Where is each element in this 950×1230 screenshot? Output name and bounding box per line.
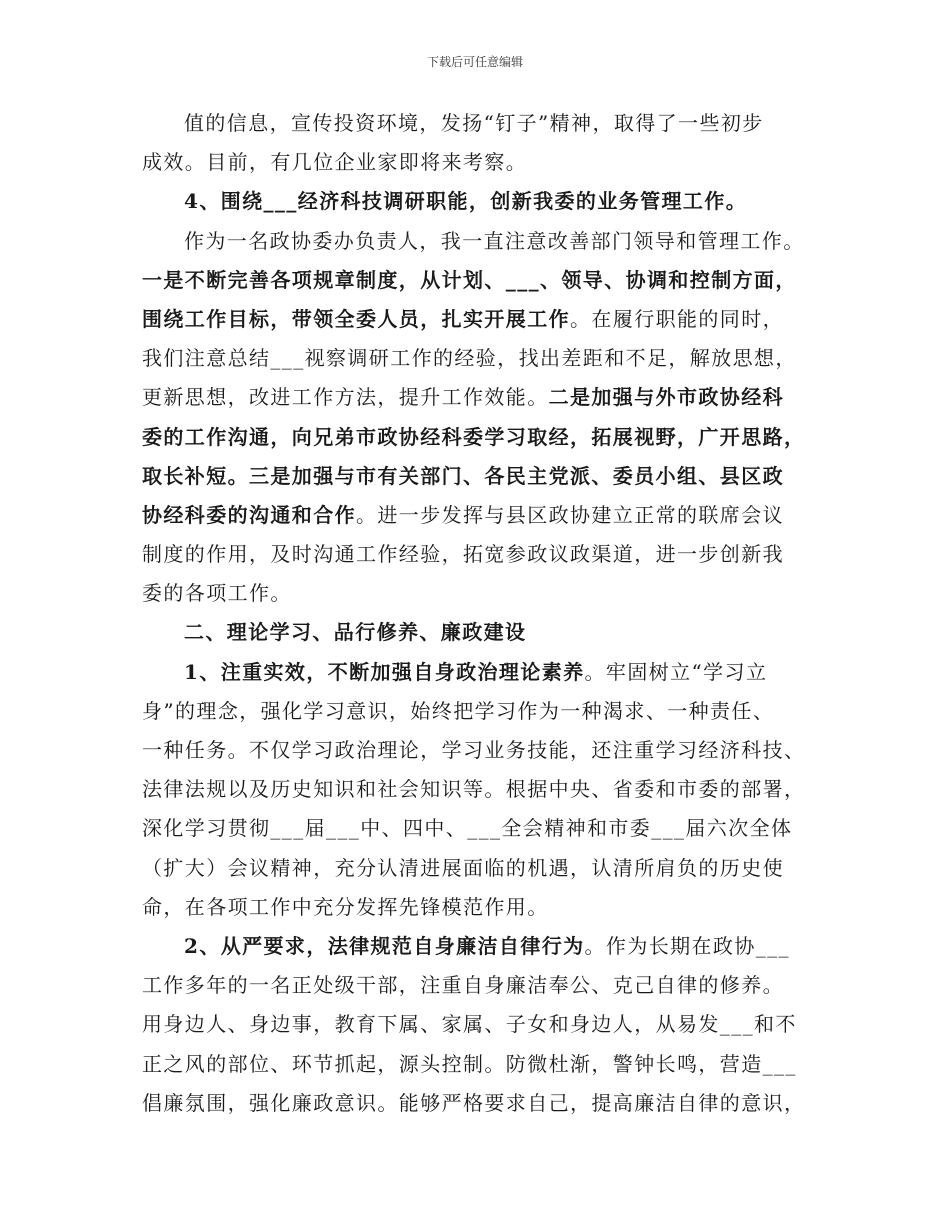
text-run: 工作多年的一名正处级干部，注重自身廉洁奉公、克己自律的修养。 [142,973,784,998]
bold-text-run: 1、注重实效，不断加强自身政治理论素养 [184,659,585,684]
bold-text-run: 取长补短。三是加强与市有关部门、各民主党派、委员小组、县区政 [142,463,784,488]
text-line [142,339,827,378]
text-line [142,613,827,652]
bold-text-run: 委的工作沟通，向兄弟市政协经科委学习取经，拓展视野，广开思路， [142,424,806,449]
text-run: 制度的作用，及时沟通工作经验，拓宽参政议政渠道，进一步创新我 [142,542,784,567]
page-header: 下载后可任意编辑 [426,55,523,69]
text-run: 委的各项工作。 [142,581,292,606]
text-run: 我们注意总结___视察调研工作的经验，找出差距和不足，解放思想， [142,346,797,371]
text-run: （扩大）会议精神，充分认清进展面临的机遇，认清所肩负的历史使 [142,855,784,880]
text-run: 正之风的部位、环节抓起，源头控制。防微杜渐，警钟长鸣，营造___ [142,1051,797,1076]
text-line [142,1084,827,1123]
text-run: 值的信息，宣传投资环境，发扬“钉子”精神，取得了一些初步 [184,111,764,135]
text-line [142,496,827,535]
text-line [142,182,827,221]
text-line [142,849,827,888]
text-run: 命，在各项工作中充分发挥先锋模范作用。 [142,894,549,919]
document-body [142,104,827,1123]
text-line [142,574,827,613]
text-run: 。在履行职能的同时， [570,306,784,331]
text-line [142,457,827,496]
text-line [142,104,827,143]
text-line [142,966,827,1005]
text-line [142,535,827,574]
text-line [142,888,827,927]
text-line [142,222,827,261]
text-line [142,692,827,731]
bold-text-run: 一是不断完善各项规章制度，从计划、___、领导、协调和控制方面， [142,267,797,292]
bold-text-run: 4、围绕___经济科技调研职能，创新我委的业务管理工作。 [184,189,748,214]
text-run: 用身边人、身边事，教育下属、家属、子女和身边人，从易发___和不 [142,1012,797,1037]
text-run: 倡廉氛围，强化廉政意识。能够严格要求自己，提高廉洁自律的意识， [142,1090,806,1115]
bold-text-run: 二、理论学习、品行修养、廉政建设 [184,620,527,645]
bold-text-run: 围绕工作目标，带领全委人员，扎实开展工作 [142,306,570,331]
text-line [142,418,827,457]
text-line [142,809,827,848]
bold-text-run: 二是加强与外市政协经科 [548,385,785,410]
text-run: 。牢固树立“学习立 [584,659,768,684]
text-run: 深化学习贯彻___届___中、四中、___全会精神和市委___届六次全体 [142,816,793,841]
text-run: 。进一步发挥与县区政协建立正常的联席会议 [356,502,784,527]
text-line [142,770,827,809]
bold-text-run: 协经科委的沟通和合作 [142,502,356,527]
text-run: 。作为长期在政协___ [584,933,790,958]
bold-text-run: 2、从严要求，法律规范自身廉洁自律行为 [184,933,585,958]
text-line [142,731,827,770]
text-run: 法律法规以及历史知识和社会知识等。根据中央、省委和市委的部署， [142,777,806,802]
text-line [142,1045,827,1084]
text-run: 作为一名政协委办负责人，我一直注意改善部门领导和管理工作。 [184,228,805,253]
text-run: 一种任务。不仅学习政治理论，学习业务技能，还注重学习经济科技、 [142,738,806,762]
text-line [142,927,827,966]
text-run: 更新思想，改进工作方法，提升工作效能。 [142,385,549,410]
text-run: 成效。目前，有几位企业家即将来考察。 [142,150,528,175]
text-line [142,300,827,339]
text-line [142,1005,827,1044]
text-line [142,653,827,692]
text-run: 身”的理念，强化学习意识，始终把学习作为一种渴求、一种责任、 [142,698,775,723]
text-line [142,261,827,300]
text-line [142,143,827,182]
text-line [142,378,827,417]
